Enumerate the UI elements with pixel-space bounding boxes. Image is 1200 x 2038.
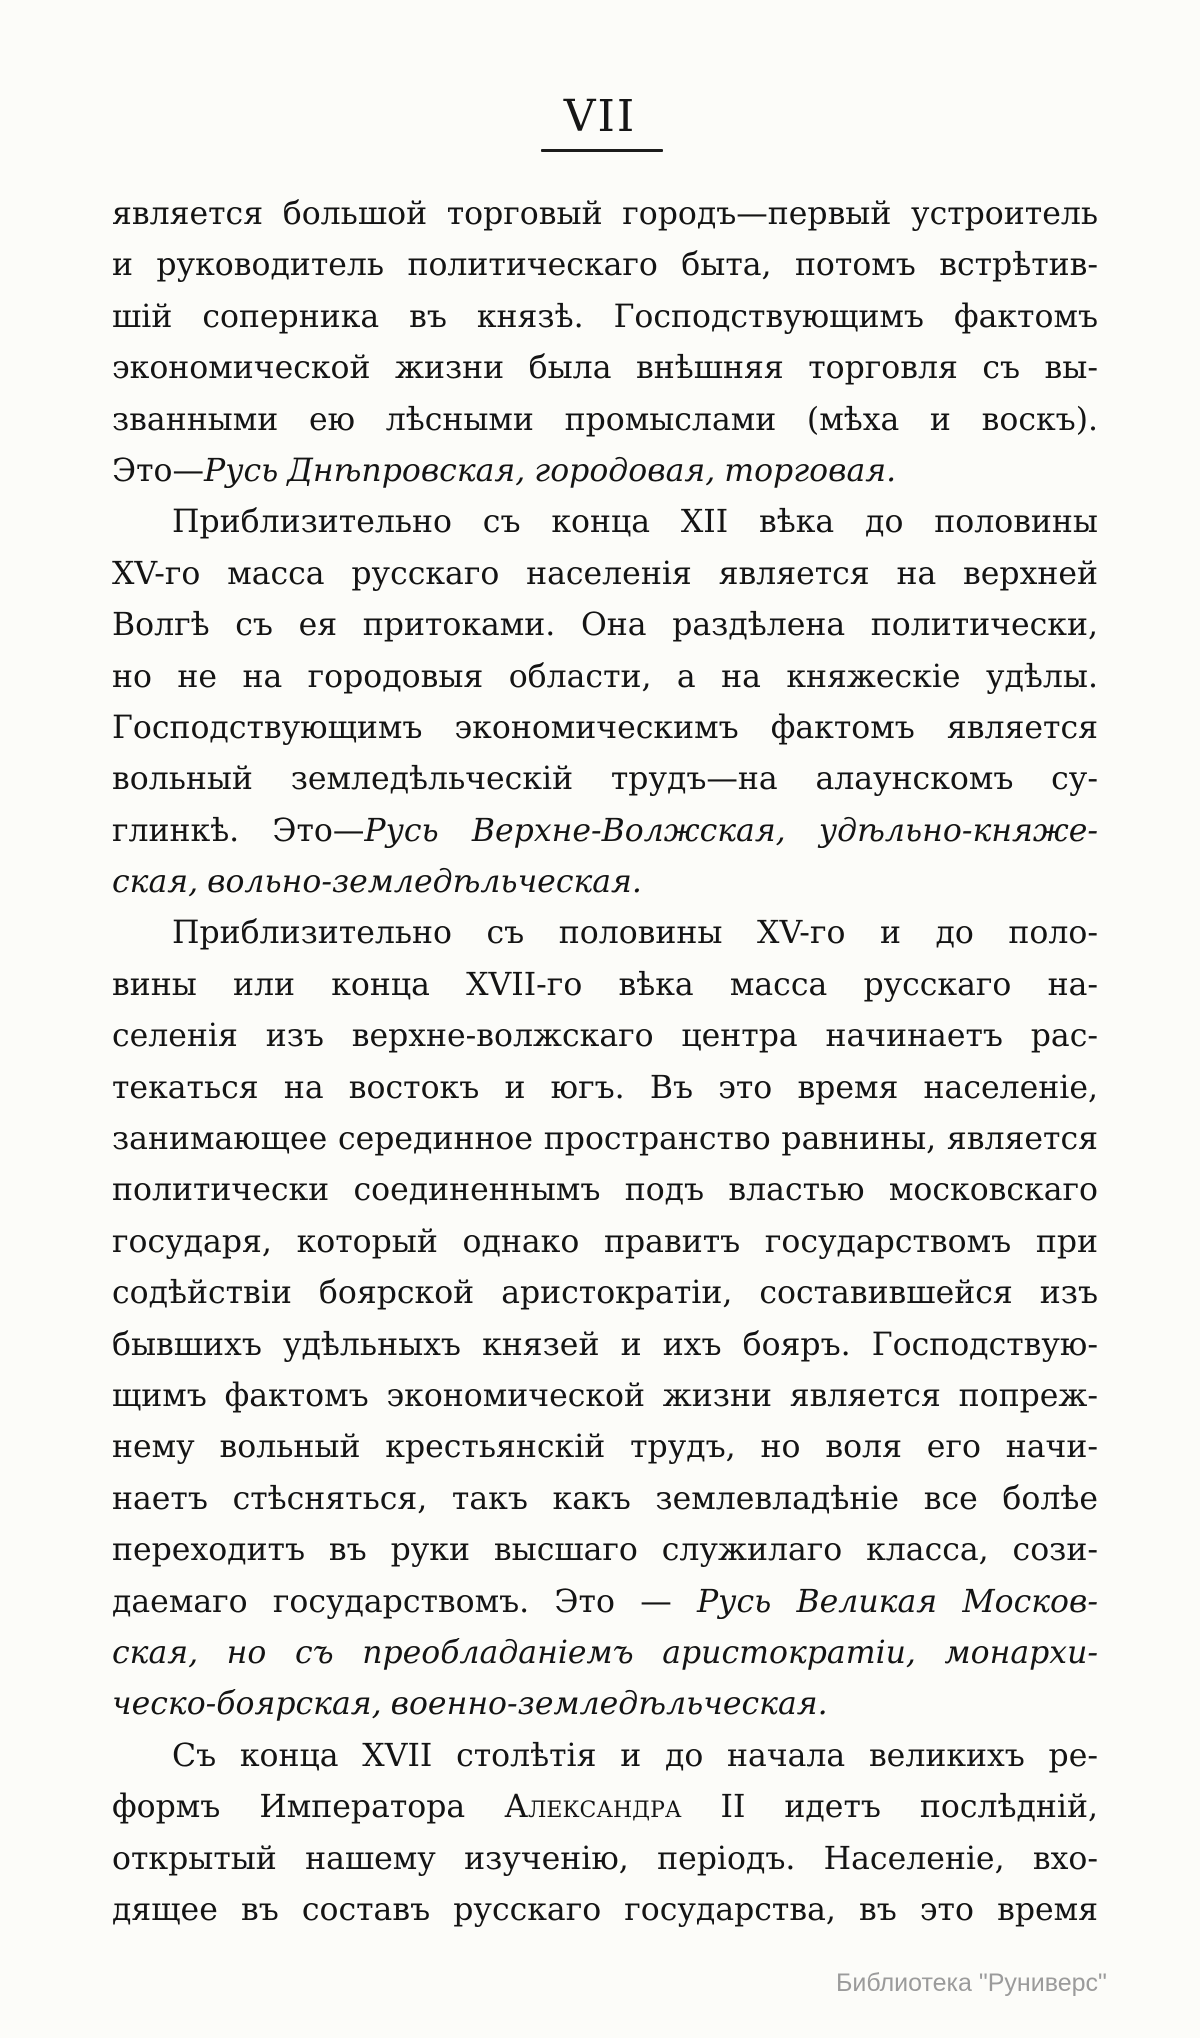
text-line [112, 343, 1098, 394]
text-segment: званными ею лѣсными промыслами (мѣха и воскъ). [112, 401, 1098, 438]
text-line [112, 1320, 1098, 1371]
text-line [112, 1885, 1098, 1936]
text-line [112, 652, 1098, 703]
text-segment: формъ Императора [112, 1789, 505, 1826]
page-number: VII [563, 91, 637, 142]
text-segment: Приблизительно съ конца XII вѣка до половины [172, 504, 1098, 541]
text-line [112, 189, 1098, 240]
text-segment: и руководитель политическаго быта, потомъ встрѣтив- [112, 247, 1098, 284]
text-segment: государя, который однако правитъ государствомъ при [112, 1223, 1098, 1260]
italic-text-segment: ская, вольно-земледѣльческая. [112, 864, 642, 901]
text-segment: текаться на востокъ и югъ. Въ это время населеніе, [112, 1069, 1098, 1106]
header-rule [541, 149, 663, 152]
text-segment: Это— [112, 452, 204, 489]
text-line [112, 1063, 1098, 1114]
text-line [112, 1731, 1098, 1782]
text-segment: дящее въ составъ русскаго государства, въ это время [112, 1891, 1098, 1928]
text-segment: наетъ стѣсняться, такъ какъ землевладѣніе все болѣе [112, 1480, 1098, 1517]
text-line [112, 1422, 1098, 1473]
text-line [112, 240, 1098, 291]
text-segment: Приблизительно съ половины XV-го и до поло- [172, 915, 1098, 952]
text-line [112, 1628, 1098, 1679]
text-line [112, 1268, 1098, 1319]
text-line [112, 600, 1098, 651]
text-segment: бывшихъ удѣльныхъ князей и ихъ бояръ. Господствую- [112, 1326, 1098, 1363]
library-watermark: Библиотека "Руниверс" [836, 1969, 1107, 1997]
text-line [112, 497, 1098, 548]
text-segment: экономической жизни была внѣшняя торговля съ вы- [112, 350, 1098, 387]
text-segment: XV-го масса русскаго населенія является на верхней [112, 555, 1098, 592]
text-line [112, 1165, 1098, 1216]
text-segment: политически соединеннымъ подъ властью московскаго [112, 1172, 1098, 1209]
text-line [112, 446, 1098, 497]
text-segment: шій соперника въ князѣ. Господствующимъ фактомъ [112, 298, 1098, 335]
text-segment: является большой торговый городъ—первый устроитель [112, 196, 1098, 232]
italic-text-segment: Русь Верхне-Волжская, удѣльно-княже- [364, 812, 1098, 849]
text-segment: переходитъ въ руки высшаго служилаго класса, сози- [112, 1532, 1098, 1569]
text-segment: селенія изъ верхне-волжскаго центра начинаетъ рас- [112, 1018, 1098, 1055]
text-line [112, 1577, 1098, 1628]
text-line [112, 1474, 1098, 1525]
text-segment: глинкѣ. Это— [112, 812, 365, 849]
text-line [112, 703, 1098, 754]
italic-text-segment: Русь Великая Москов- [696, 1583, 1098, 1620]
text-line [112, 1371, 1098, 1422]
text-segment: вины или конца XVII-го вѣка масса русскаго на- [112, 966, 1098, 1003]
text-segment: Съ конца XVII столѣтія и до начала великихъ ре- [172, 1737, 1098, 1774]
text-segment: Волгѣ съ ея притоками. Она раздѣлена политически, [112, 607, 1098, 644]
text-line [112, 1114, 1098, 1165]
text-line [112, 1679, 1098, 1730]
text-line [112, 806, 1098, 857]
text-segment: нему вольный крестьянскій трудъ, но воля его начи- [112, 1429, 1098, 1466]
text-segment: даемаго государствомъ. Это — [112, 1583, 697, 1620]
text-segment: Господствующимъ экономическимъ фактомъ является [112, 709, 1098, 746]
page-text [112, 189, 1098, 1936]
text-segment: но не на городовыя области, а на княжескіе удѣлы. [112, 658, 1098, 695]
text-segment: вольный земледѣльческій трудъ—на алаунскомъ су- [112, 761, 1098, 798]
smallcaps-text-segment: Александра [504, 1789, 682, 1826]
italic-text-segment: ческо-боярская, военно-земледѣльческая. [112, 1686, 828, 1723]
italic-text-segment: Русь Днѣпровская, городовая, торговая. [204, 452, 897, 489]
text-line [112, 292, 1098, 343]
text-line [112, 1217, 1098, 1268]
text-line [112, 1782, 1098, 1833]
text-segment: открытый нашему изученію, періодъ. Населеніе, вхо- [112, 1840, 1098, 1877]
text-segment: содѣйствіи боярской аристократіи, составившейся изъ [112, 1275, 1098, 1312]
text-line [112, 1011, 1098, 1062]
text-segment: II идетъ послѣдній, [681, 1789, 1098, 1826]
text-segment: занимающее серединное пространство равнины, является [112, 1121, 1098, 1158]
text-line [112, 1525, 1098, 1576]
text-line [112, 908, 1098, 959]
text-line [112, 1834, 1098, 1885]
text-line [112, 857, 1098, 908]
text-segment: щимъ фактомъ экономической жизни является попреж- [112, 1377, 1098, 1414]
italic-text-segment: ская, но съ преобладаніемъ аристократіи, монархи- [112, 1634, 1098, 1671]
text-line [112, 960, 1098, 1011]
text-line [112, 395, 1098, 446]
text-line [112, 549, 1098, 600]
text-line [112, 754, 1098, 805]
